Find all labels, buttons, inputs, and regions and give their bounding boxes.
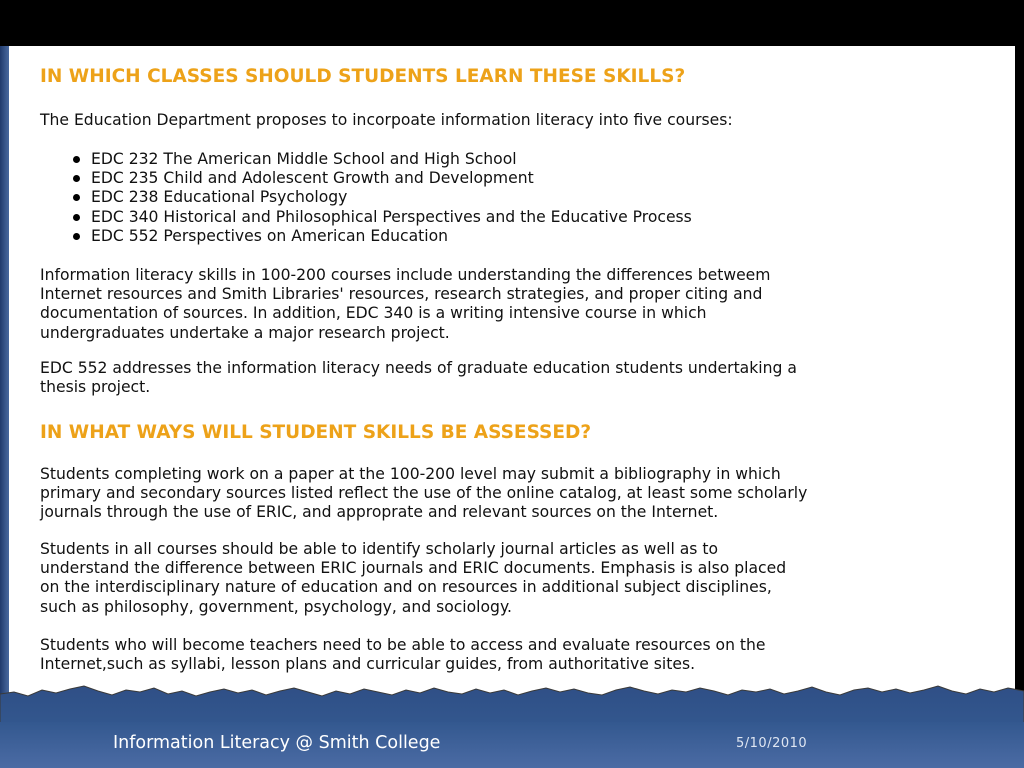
heading-assessed: IN WHAT WAYS WILL STUDENT SKILLS BE ASSESSED? [40,422,592,443]
left-accent-bar [0,46,9,726]
course-label: EDC 238 Educational Psychology [91,188,348,207]
course-label: EDC 552 Perspectives on American Education [91,226,448,245]
course-label: EDC 232 The American Middle School and High School [91,150,517,168]
list-item [40,188,692,207]
footer-bar [0,722,1024,768]
course-label: EDC 340 Historical and Philosophical Perspectives and the Educative Process [91,207,692,226]
list-item [40,227,692,246]
skills-paragraph: Information literacy skills in 100-200 courses include understanding the differences betweem Internet resources and Smith Libraries' resources, research strategies, and proper citing and documentation of sources. In addition, EDC 340 is a writing intensive course in which undergraduates undertake a major research project. [40,266,771,342]
bullet-icon [73,194,80,201]
teachers-paragraph: Students who will become teachers need to be able to access and evaluate resources on the Internet,such as syllabi, lesson plans and curricular guides, from authoritative sites. [40,636,766,674]
bibliography-paragraph: Students completing work on a paper at the 100-200 level may submit a bibliography in which primary and secondary sources listed reflect the use of the online catalog, at least some scholarly journals through the use of ERIC, and approprate and relevant sources on the Internet. [40,465,808,522]
document-page [9,46,1015,726]
course-list [40,150,692,246]
heading-which-classes: IN WHICH CLASSES SHOULD STUDENTS LEARN THESE SKILLS? [40,66,686,87]
footer-date: 5/10/2010 [736,736,808,751]
bullet-icon [73,214,80,221]
scholarly-paragraph: Students in all courses should be able to identify scholarly journal articles as well as to understand the difference between ERIC journals and ERIC documents. Emphasis is also placed on the interdisciplinary nature of education and on resources in additional subject disciplines, such as philosophy, government, psychology, and sociology. [40,540,787,616]
bullet-icon [73,233,80,240]
course-label: EDC 235 Child and Adolescent Growth and Development [91,169,534,188]
bullet-icon [73,175,80,182]
list-item [40,169,692,188]
intro-paragraph: The Education Department proposes to incorpoate information literacy into five courses: [40,111,733,129]
graduate-paragraph: EDC 552 addresses the information literacy needs of graduate education students undertaking a thesis project. [40,359,797,397]
list-item [40,150,692,169]
list-item [40,208,692,227]
bullet-icon [73,156,80,163]
footer-title: Information Literacy @ Smith College [113,733,441,753]
